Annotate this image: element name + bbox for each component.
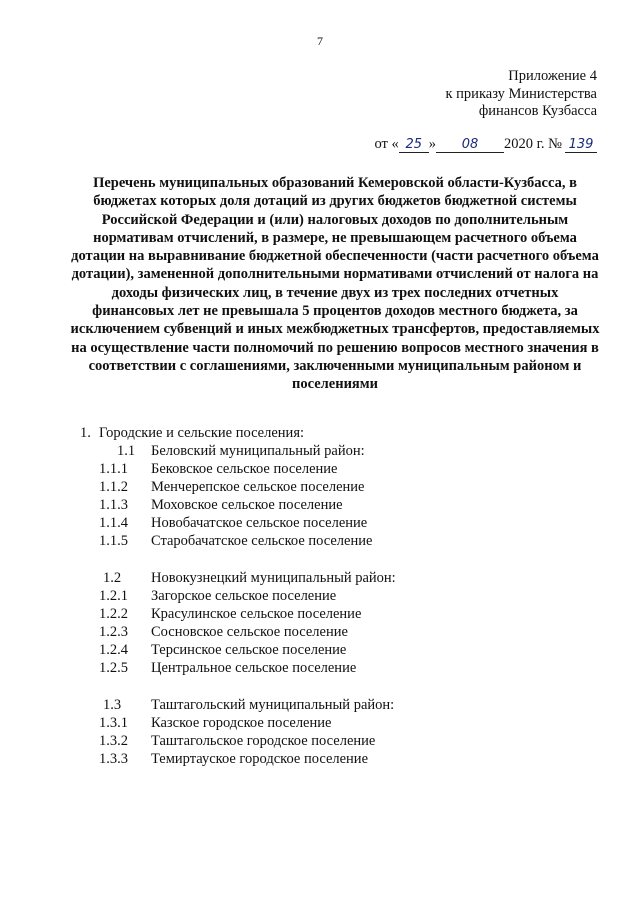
district-name: Новокузнецкий муниципальный район: — [151, 570, 396, 586]
settlement-name: Терсинское сельское поселение — [151, 642, 347, 658]
settlement-number: 1.1.3 — [99, 497, 128, 513]
settlement-number: 1.2.1 — [99, 588, 128, 604]
date-prefix: от « — [374, 136, 399, 152]
settlement-item — [0, 514, 640, 532]
municipality-list — [0, 424, 640, 768]
district-name: Беловский муниципальный район: — [151, 443, 365, 459]
settlement-item — [0, 659, 640, 677]
date-month-handwritten: 08 — [436, 138, 504, 153]
document-title: Перечень муниципальных образований Кемеровской области-Кузбасса, в бюджетах которых доля дотаций из других бюджетов бюджетной системы Российской Федерации и (или) налоговых доходов по дополнительным нормативам отчислений, в размере, не превышающем расчетного объема дотации на выравнивание бюджетной обеспеченности (части расчетного объема дотации), замененной дополнительными нормативами отчислений от налога на доходы физических лиц, в течение двух из трех последних отчетных финансовых лет не превышала 5 процентов доходов местного бюджета, за исключением субвенций и иных межбюджетных трансфертов, предоставляемых на осуществление части полномочий по решению вопросов местного значения в соответствии с соглашениями, заключенными муниципальным районом и поселениями — [70, 175, 600, 393]
section-label: Городские и сельские поселения: — [99, 425, 305, 441]
settlement-number: 1.3.3 — [99, 751, 128, 767]
settlement-number: 1.1.5 — [99, 533, 128, 549]
page-number: 7 — [317, 34, 323, 48]
settlement-name: Красулинское сельское поселение — [151, 606, 362, 622]
order-number-handwritten: 139 — [565, 138, 597, 153]
settlement-number: 1.2.5 — [99, 660, 128, 676]
settlement-number: 1.2.4 — [99, 642, 128, 658]
settlement-name: Новобачатское сельское поселение — [151, 515, 368, 531]
appendix-line-1: Приложение 4 — [508, 68, 597, 84]
section-number: 1. — [80, 425, 91, 441]
settlement-item — [0, 605, 640, 623]
settlement-number: 1.2.2 — [99, 606, 128, 622]
settlement-name: Менчерепское сельское поселение — [151, 479, 365, 495]
order-date-line — [374, 136, 597, 153]
district-number: 1.1 — [117, 443, 136, 459]
settlement-item — [0, 623, 640, 641]
settlement-name: Бековское сельское поселение — [151, 461, 338, 477]
settlement-name: Сосновское сельское поселение — [151, 624, 348, 640]
settlement-number: 1.3.2 — [99, 733, 128, 749]
settlement-name: Загорское сельское поселение — [151, 588, 337, 604]
district-heading — [0, 569, 640, 587]
date-year-text: 2020 г. № — [503, 136, 562, 152]
settlement-number: 1.3.1 — [99, 715, 128, 731]
section-heading — [0, 424, 640, 442]
date-day-handwritten: 25 — [399, 138, 429, 153]
settlement-item — [0, 460, 640, 478]
settlement-number: 1.2.3 — [99, 624, 128, 640]
district-number: 1.3 — [103, 697, 122, 713]
settlement-item — [0, 750, 640, 768]
settlement-name: Казское городское поселение — [151, 715, 332, 731]
settlement-name: Центральное сельское поселение — [151, 660, 357, 676]
settlement-number: 1.1.4 — [99, 515, 128, 531]
appendix-line-3: финансов Кузбасса — [478, 103, 597, 119]
settlement-item — [0, 587, 640, 605]
settlement-name: Темиртауское городское поселение — [151, 751, 369, 767]
appendix-header — [446, 68, 598, 121]
settlement-item — [0, 641, 640, 659]
settlement-item — [0, 714, 640, 732]
settlement-item — [0, 496, 640, 514]
appendix-line-2: к приказу Министерства — [445, 85, 597, 102]
district-heading — [0, 442, 640, 460]
district-name: Таштагольский муниципальный район: — [151, 697, 395, 713]
settlement-item — [0, 732, 640, 750]
settlement-name: Моховское сельское поселение — [151, 497, 343, 513]
settlement-name: Таштагольское городское поселение — [151, 733, 376, 749]
settlement-item — [0, 532, 640, 550]
settlement-number: 1.1.1 — [99, 461, 128, 477]
district-number: 1.2 — [103, 570, 122, 586]
settlement-number: 1.1.2 — [99, 479, 128, 495]
settlement-item — [0, 478, 640, 496]
settlement-name: Старобачатское сельское поселение — [151, 533, 373, 549]
district-heading — [0, 696, 640, 714]
date-mid: » — [428, 136, 436, 152]
